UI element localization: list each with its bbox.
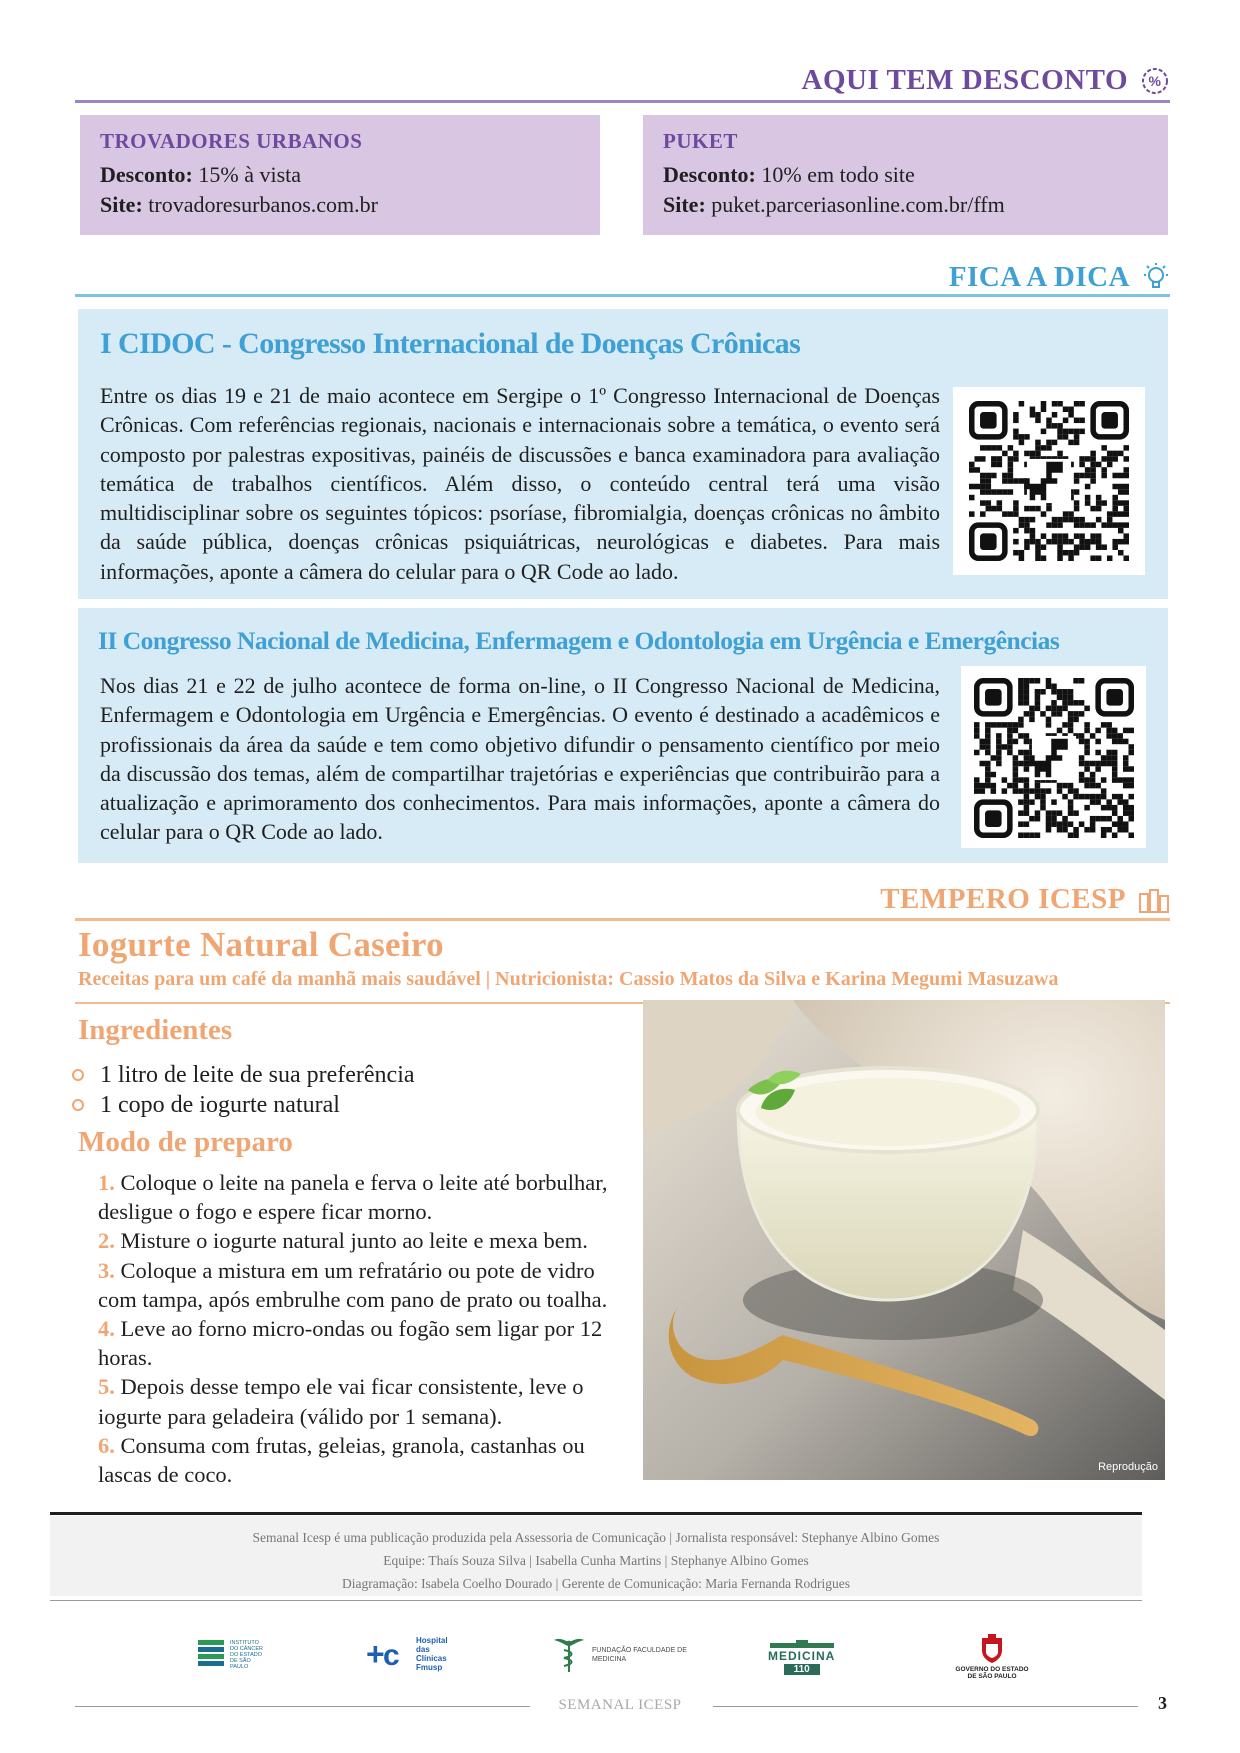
list-item: [70, 1090, 630, 1120]
hc-logo-text: Hospital das Clínicas Fmusp: [416, 1636, 448, 1672]
lightbulb-icon: [1142, 262, 1170, 294]
recipe-subtitle: Receitas para um café da manhã mais saudável | Nutricionista: Cassio Matos da Silva e Karina Megumi Masuzawa: [78, 968, 1059, 990]
tip-body: Entre os dias 19 e 21 de maio acontece em Sergipe o 1º Congresso Internacional de Doenças Crônicas. Com referências regionais, nacionais e internacionais sobre a temática, o evento será composto por palestras expositivas, painéis de discussões e banca examinadora para avaliação temática de trabalhos científicos. Além disso, o conteúdo central terá uma visão multidisciplinar sobre os seguintes tópicos: psoríase, fibromialgia, doenças crônicas no âmbito da saúde pública, doenças crônicas psiquiátricas, neurológicas e diabetes. Para mais informações, aponte a câmera do celular para o QR Code ao lado.: [100, 383, 940, 584]
credits-top-rule: [50, 1512, 1142, 1515]
recipe-section-title: TEMPERO ICESP: [880, 883, 1126, 915]
step-number: 1.: [98, 1170, 115, 1195]
svg-text:%: %: [1148, 72, 1162, 89]
discount-section-rule: [75, 100, 1170, 103]
sp-government-text: GOVERNO DO ESTADO DE SÃO PAULO: [955, 1666, 1029, 1680]
qr-code-card[interactable]: [961, 666, 1146, 848]
credits-bottom-rule: [50, 1600, 1142, 1601]
bullet-icon: [72, 1099, 84, 1111]
credits-line: Diagramação: Isabela Coelho Dourado | Gerente de Comunicação: Maria Fernanda Rodrigues: [341, 1576, 851, 1591]
publication-name: SEMANAL ICESP: [558, 1697, 682, 1713]
tip-section-title: FICA A DICA: [948, 261, 1130, 293]
credits-block: [50, 1516, 1142, 1596]
list-item: [70, 1060, 630, 1090]
tip-section-heading: [949, 261, 1170, 294]
site-label: Site:: [663, 192, 706, 217]
step-item: [98, 1314, 608, 1372]
step-number: 5.: [98, 1374, 115, 1400]
discount-section-title: AQUI TEM DESCONTO: [801, 64, 1128, 96]
ffm-logo: [552, 1636, 688, 1674]
step-text: Coloque o leite na panela e ferva o leite até borbulhar, desligue o fogo e espere ficar morno.: [98, 1170, 608, 1225]
discount-value: 15% à vista: [198, 162, 302, 187]
recipe-title: Iogurte Natural Caseiro: [78, 925, 444, 964]
hc-fmusp-logo: [366, 1636, 454, 1672]
discount-partner-name: PUKET: [663, 129, 738, 153]
step-number: 6.: [98, 1432, 115, 1458]
step-item: [98, 1431, 608, 1489]
tip-title: II Congresso Nacional de Medicina, Enfermagem e Odontologia em Urgência e Emergências: [98, 626, 1060, 655]
ingredient-text: 1 litro de leite de sua preferência: [100, 1062, 415, 1088]
discount-section-heading: [802, 64, 1171, 97]
recipe-section-rule: [75, 918, 1170, 921]
svg-text:c: c: [383, 1639, 400, 1671]
step-text: Misture o iogurte natural junto ao leite e mexa bem.: [120, 1228, 588, 1254]
discount-card-trovadores: [80, 115, 600, 235]
tip-title: I CIDOC - Congresso Internacional de Doenças Crônicas: [100, 327, 801, 360]
svg-text:+: +: [366, 1637, 385, 1671]
fmusp-logo-text: MEDICINA: [768, 1649, 836, 1663]
hc-mark-icon: [366, 1637, 410, 1671]
site-link[interactable]: puket.parceriasonline.com.br/ffm: [711, 192, 1005, 217]
photo-credit: Reprodução: [1098, 1461, 1158, 1473]
kitchen-jars-icon: [1138, 886, 1170, 914]
ingredients-list: [70, 1060, 630, 1120]
caduceus-icon: [552, 1636, 586, 1674]
credits-line: Equipe: Thaís Souza Silva | Isabella Cunha Martins | Stephanye Albino Gomes: [383, 1553, 809, 1568]
ffm-logo-text: FUNDAÇÃO FACULDADE DE MEDICINA: [592, 1647, 687, 1663]
tip-section-rule: [75, 294, 1170, 297]
icesp-logo-text: INSTITUTO DO CÂNCER DO ESTADO DE SÃO PAULO: [230, 1640, 264, 1670]
qr-code-card[interactable]: [953, 387, 1145, 575]
icesp-logo: [198, 1640, 264, 1670]
ingredients-heading: Ingredientes: [78, 1014, 233, 1046]
step-number: 3.: [98, 1257, 115, 1283]
discount-value: 10% em todo site: [761, 162, 915, 187]
discount-label: Desconto:: [100, 162, 193, 187]
recipe-photo: [643, 1000, 1165, 1480]
fmusp-years: 110: [784, 1664, 820, 1675]
site-link[interactable]: trovadoresurbanos.com.br: [148, 192, 378, 217]
sp-coat-of-arms-icon: [979, 1634, 1005, 1664]
step-item: [98, 1372, 608, 1430]
step-text: Coloque a mistura em um refratário ou pote de vidro com tampa, após embrulhe com pano de prato ou toalha.: [98, 1257, 608, 1312]
tip-body: Nos dias 21 e 22 de julho acontece de forma on-line, o II Congresso Nacional de Medicina, Enfermagem e Odontologia em Urgência e Emergências. O evento é destinado a acadêmicos e profissionais da área da saúde e tem como objetivo difundir o pensamento científico por meio da discussão dos temas, além de compartilhar trajetórias e experiências que contribuirão para a atualização e aprimoramento dos conhecimentos. Para mais informações, aponte a câmera do celular para o QR Code ao lado.: [100, 673, 940, 845]
step-item: [98, 1256, 608, 1314]
credits-line: Semanal Icesp é uma publicação produzida pela Assessoria de Comunicação | Jornalista responsável: Stephanye Albino Gomes: [252, 1530, 940, 1545]
tip-card-cidoc: [78, 309, 1168, 599]
step-text: Consuma com frutas, geleias, granola, castanhas ou lascas de coco.: [98, 1432, 585, 1488]
step-number: 4.: [98, 1316, 115, 1342]
method-steps: [98, 1168, 608, 1489]
bullet-icon: [72, 1069, 84, 1081]
recipe-section-heading: [880, 883, 1170, 916]
qr-code-icon[interactable]: [969, 401, 1129, 561]
icesp-stripes-icon: [198, 1640, 224, 1670]
page-number: 3: [1158, 1693, 1167, 1713]
fmusp-110-logo: [768, 1640, 835, 1675]
step-item: [98, 1168, 608, 1226]
method-heading: Modo de preparo: [78, 1126, 293, 1158]
step-number: 2.: [98, 1228, 115, 1254]
tip-card-urgencia: [78, 608, 1168, 863]
ingredient-text: 1 copo de iogurte natural: [100, 1092, 340, 1118]
discount-label: Desconto:: [663, 162, 756, 187]
qr-code-icon[interactable]: [974, 678, 1134, 838]
footer-rule-left: [75, 1706, 530, 1707]
step-text: Depois desse tempo ele vai ficar consistente, leve o iogurte para geladeira (válido por 1 semana).: [98, 1374, 584, 1429]
footer-rule-right: [713, 1706, 1138, 1707]
building-icon: [770, 1640, 834, 1648]
sp-government-logo: [952, 1634, 1032, 1680]
step-text: Leve ao forno micro-ondas ou fogão sem ligar por 12 horas.: [98, 1316, 603, 1371]
percent-badge-icon: [1140, 66, 1170, 96]
yogurt-bowl-image: [643, 1000, 1165, 1480]
discount-card-puket: [643, 115, 1168, 235]
discount-partner-name: TROVADORES URBANOS: [100, 129, 363, 153]
site-label: Site:: [100, 192, 143, 217]
step-item: [98, 1226, 608, 1255]
